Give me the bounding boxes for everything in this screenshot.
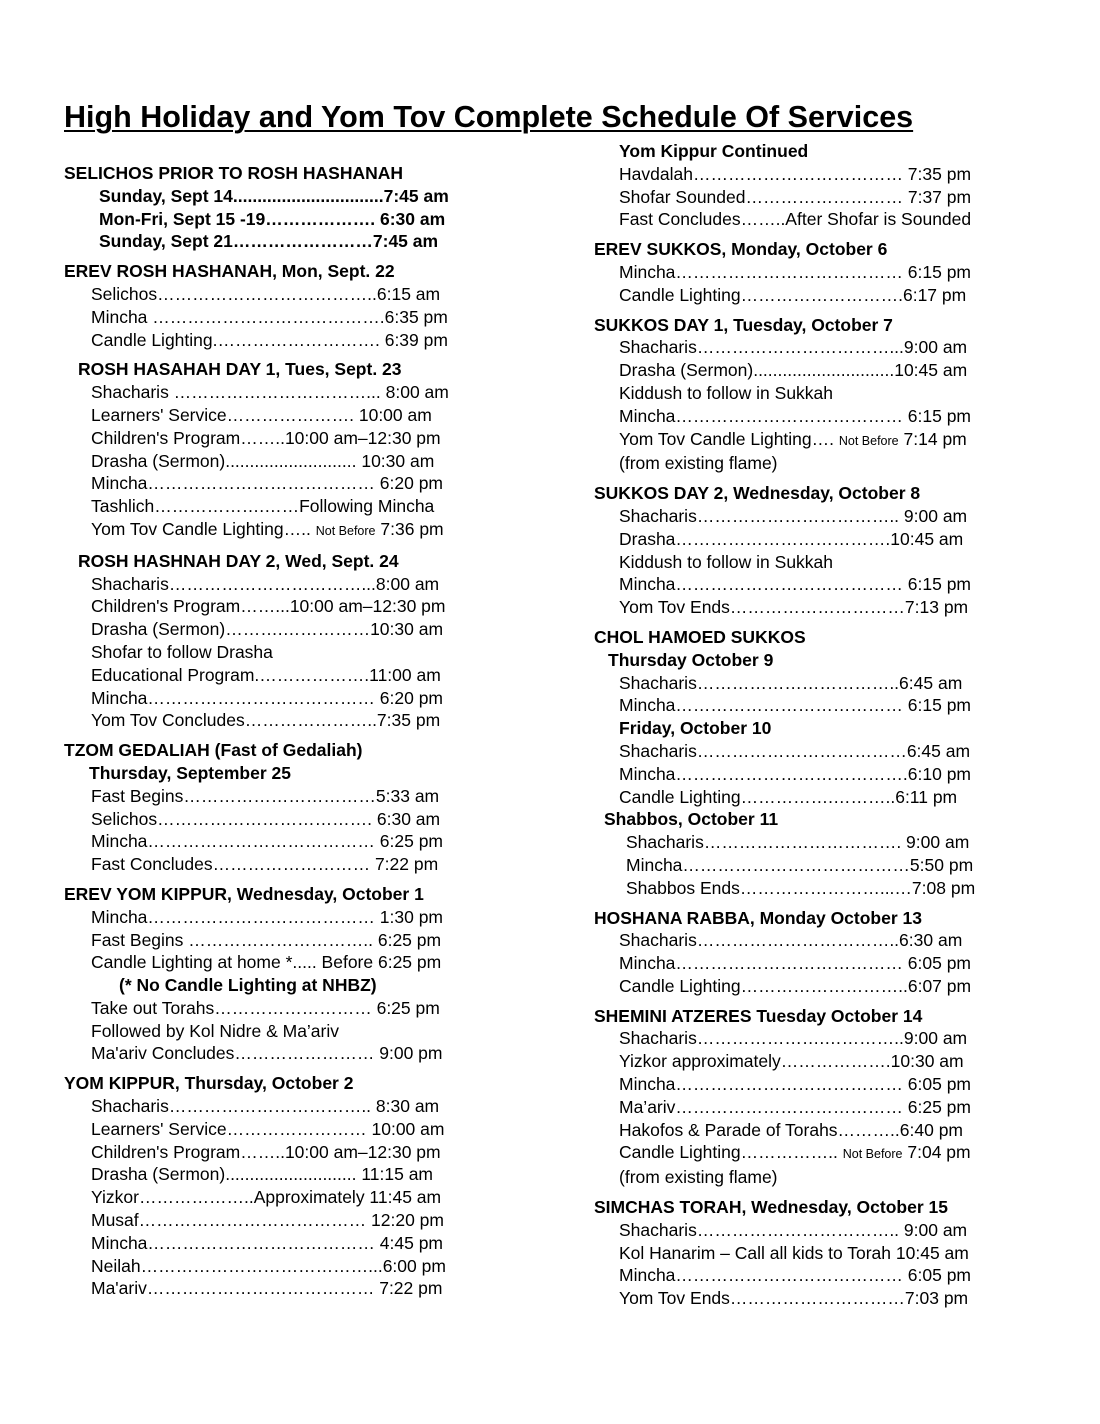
section-heading: ROSH HASHNAH DAY 2, Wed, Sept. 24 bbox=[78, 550, 399, 571]
schedule-section bbox=[594, 1196, 1034, 1310]
section-heading: Yom Kippur Continued bbox=[619, 141, 809, 161]
schedule-text: Mincha ………………………………….6:35 pm bbox=[91, 306, 448, 327]
schedule-line bbox=[64, 1020, 504, 1043]
schedule-line bbox=[64, 1186, 504, 1209]
schedule-text: Mincha………………………………… 6:25 pm bbox=[91, 831, 444, 852]
schedule-line bbox=[64, 1163, 504, 1186]
schedule-text: Mincha………………………………… 6:15 pm bbox=[619, 574, 972, 595]
section-heading: EREV YOM KIPPUR, Wednesday, October 1 bbox=[64, 883, 424, 904]
section-heading: EREV SUKKOS, Monday, October 6 bbox=[594, 239, 888, 260]
schedule-line bbox=[594, 208, 1034, 231]
schedule-text: Fast Begins ………………………….. 6:25 pm bbox=[91, 929, 442, 950]
schedule-text: Followed by Kol Nidre & Ma’ariv bbox=[91, 1020, 340, 1041]
schedule-text: Kol Hanarim – Call all kids to Torah 10:45 am bbox=[619, 1242, 969, 1263]
schedule-text: Children's Program……...10:00 am–12:30 pm bbox=[91, 596, 446, 617]
schedule-text: (* No Candle Lighting at NHBZ) bbox=[119, 975, 377, 996]
schedule-text: Candle Lighting……………………….6:17 pm bbox=[619, 284, 967, 305]
schedule-line bbox=[594, 1050, 1034, 1073]
schedule-line bbox=[594, 573, 1034, 596]
schedule-text: Mincha…………………………………5:50 pm bbox=[626, 854, 974, 875]
schedule-line bbox=[64, 830, 504, 853]
schedule-line bbox=[594, 649, 1034, 672]
schedule-text: Shacharis…………………………….. 8:30 am bbox=[91, 1096, 440, 1117]
schedule-line bbox=[594, 1119, 1034, 1142]
section-heading: HOSHANA RABBA, Monday October 13 bbox=[594, 907, 922, 928]
schedule-section bbox=[64, 162, 504, 253]
schedule-line bbox=[594, 186, 1034, 209]
schedule-line bbox=[594, 1096, 1034, 1119]
schedule-text: Mincha………………………………… 6:05 pm bbox=[619, 1074, 972, 1095]
schedule-text: Selichos………………………………. 6:30 am bbox=[91, 808, 441, 829]
schedule-text: Mincha………………………………… 6:15 pm bbox=[619, 695, 972, 716]
schedule-text: Shacharis ……………………………... 8:00 am bbox=[91, 382, 449, 403]
schedule-line bbox=[594, 336, 1034, 359]
schedule-line bbox=[64, 1118, 504, 1141]
schedule-line bbox=[64, 185, 504, 208]
schedule-line bbox=[64, 664, 504, 687]
schedule-text: Educational Program.……………….11:00 am bbox=[91, 664, 441, 685]
schedule-line bbox=[64, 1042, 504, 1065]
schedule-text: Kiddush to follow in Sukkah bbox=[619, 382, 834, 403]
page-title: High Holiday and Yom Tov Complete Schedule Of Services bbox=[64, 100, 914, 134]
section-heading: YOM KIPPUR, Thursday, October 2 bbox=[64, 1073, 354, 1094]
schedule-line bbox=[64, 404, 504, 427]
schedule-section bbox=[64, 739, 504, 876]
schedule-line bbox=[594, 551, 1034, 574]
schedule-text: Mincha………………………………… 6:20 pm bbox=[91, 473, 444, 494]
schedule-text: Thursday October 9 bbox=[608, 649, 774, 670]
schedule-line bbox=[64, 951, 504, 974]
schedule-text: Tashlich……………….……Following Mincha bbox=[91, 496, 435, 517]
schedule-line bbox=[64, 1141, 504, 1164]
schedule-line bbox=[594, 763, 1034, 786]
schedule-section bbox=[594, 238, 1034, 306]
schedule-text: Shacharis…………………………….. 9:00 am bbox=[619, 1219, 968, 1240]
schedule-line bbox=[594, 359, 1034, 382]
schedule-line bbox=[594, 261, 1034, 284]
schedule-section bbox=[594, 1005, 1034, 1189]
schedule-text: Mincha………………………………… 6:20 pm bbox=[91, 687, 444, 708]
schedule-line bbox=[64, 208, 504, 231]
schedule-line bbox=[594, 596, 1034, 619]
schedule-line bbox=[64, 381, 504, 404]
schedule-text: Drasha (Sermon)........................... 10:30 am bbox=[91, 450, 435, 471]
schedule-text: Candle Lighting………………………..6:07 pm bbox=[619, 975, 972, 996]
schedule-text: Mincha………………………………… 6:05 pm bbox=[619, 953, 972, 974]
schedule-line bbox=[64, 573, 504, 596]
schedule-text: Shacharis…………………………….. 9:00 am bbox=[619, 505, 968, 526]
schedule-line bbox=[64, 853, 504, 876]
schedule-line bbox=[594, 854, 1034, 877]
schedule-line bbox=[64, 1232, 504, 1255]
schedule-line bbox=[594, 952, 1034, 975]
schedule-line bbox=[64, 472, 504, 495]
schedule-text: Shabbos, October 11 bbox=[604, 809, 779, 830]
schedule-line bbox=[594, 382, 1034, 405]
schedule-line bbox=[594, 975, 1034, 998]
schedule-text: Ma'ariv Concludes…………………… 9:00 pm bbox=[91, 1043, 443, 1064]
schedule-line bbox=[594, 1242, 1034, 1265]
schedule-text: Mon-Fri, Sept 15 -19………………. 6:30 am bbox=[99, 208, 446, 229]
schedule-line bbox=[64, 808, 504, 831]
schedule-line bbox=[594, 1141, 1034, 1166]
schedule-line bbox=[64, 450, 504, 473]
schedule-line bbox=[64, 709, 504, 732]
not-before-note: Not Before bbox=[838, 433, 899, 448]
schedule-text: Selichos………………………………..6:15 am bbox=[91, 283, 441, 304]
schedule-line bbox=[594, 1264, 1034, 1287]
schedule-section bbox=[594, 907, 1034, 998]
schedule-text: Shofar Sounded……………………… 7:37 pm bbox=[619, 186, 972, 207]
schedule-line bbox=[64, 1095, 504, 1118]
schedule-line bbox=[594, 452, 1034, 475]
schedule-line bbox=[594, 877, 1034, 900]
schedule-time: 7:14 pm bbox=[903, 428, 967, 449]
schedule-line bbox=[594, 717, 1034, 740]
schedule-text: Candle Lighting at home *..... Before 6:25 pm bbox=[91, 952, 442, 973]
schedule-line bbox=[594, 929, 1034, 952]
schedule-line bbox=[594, 1073, 1034, 1096]
schedule-text: Shacharis……………………………. 9:00 am bbox=[626, 832, 970, 853]
schedule-text: Shacharis……………………………...9:00 am bbox=[619, 337, 968, 358]
schedule-text: Children's Program……..10:00 am–12:30 pm bbox=[91, 1141, 441, 1162]
section-heading: SELICHOS PRIOR TO ROSH HASHANAH bbox=[64, 163, 404, 183]
schedule-line bbox=[594, 1166, 1034, 1189]
schedule-line bbox=[594, 163, 1034, 186]
section-heading: SUKKOS DAY 1, Tuesday, October 7 bbox=[594, 314, 893, 335]
schedule-text: Shacharis………………….…………..9:00 am bbox=[619, 1028, 968, 1049]
schedule-text: Shacharis……………………………...8:00 am bbox=[91, 573, 440, 594]
schedule-text: Learners' Service…………………… 10:00 am bbox=[91, 1118, 445, 1139]
schedule-text: Neilah…………………………………...6:00 pm bbox=[91, 1255, 446, 1276]
schedule-text: Ma'ariv………………………………… 7:22 pm bbox=[91, 1278, 443, 1299]
schedule-text: Learners' Service…………………. 10:00 am bbox=[91, 404, 432, 425]
schedule-section bbox=[64, 550, 504, 732]
schedule-line bbox=[594, 1287, 1034, 1310]
schedule-text: Fast Concludes……..After Shofar is Sounded bbox=[619, 209, 972, 230]
schedule-text: Yom Tov Ends…………………………7:03 pm bbox=[619, 1288, 969, 1309]
schedule-line bbox=[64, 427, 504, 450]
schedule-time: 7:36 pm bbox=[380, 518, 444, 539]
right-column bbox=[594, 140, 1034, 1317]
schedule-text: Take out Torahs……………………… 6:25 pm bbox=[91, 997, 440, 1018]
section-heading: SUKKOS DAY 2, Wednesday, October 8 bbox=[594, 483, 921, 504]
schedule-text: Friday, October 10 bbox=[619, 718, 772, 739]
schedule-text: Shofar to follow Drasha bbox=[91, 641, 273, 662]
schedule-text: Kiddush to follow in Sukkah bbox=[619, 551, 834, 572]
schedule-text: Drasha (Sermon)........................... 11:15 am bbox=[91, 1164, 434, 1185]
schedule-line bbox=[64, 306, 504, 329]
schedule-text: Candle Lighting…………….. bbox=[619, 1142, 838, 1163]
schedule-line bbox=[64, 906, 504, 929]
schedule-text: Drasha (Sermon)……….……………10:30 am bbox=[91, 619, 444, 640]
schedule-line bbox=[64, 641, 504, 664]
schedule-text: Hakofos & Parade of Torahs………..6:40 pm bbox=[619, 1119, 964, 1140]
schedule-text: Yom Tov Concludes…………………..7:35 pm bbox=[91, 710, 441, 731]
not-before-note: Not Before bbox=[842, 1147, 903, 1162]
schedule-line bbox=[64, 1255, 504, 1278]
section-heading: EREV ROSH HASHANAH, Mon, Sept. 22 bbox=[64, 261, 395, 282]
schedule-line bbox=[64, 762, 504, 785]
schedule-line bbox=[594, 694, 1034, 717]
schedule-line bbox=[594, 672, 1034, 695]
schedule-text: Ma’ariv………………………………… 6:25 pm bbox=[619, 1096, 971, 1117]
schedule-text: Candle Lighting…………….………..6:11 pm bbox=[619, 786, 958, 807]
schedule-text: Fast Concludes……………………… 7:22 pm bbox=[91, 854, 439, 875]
schedule-line bbox=[594, 1027, 1034, 1050]
schedule-line bbox=[594, 740, 1034, 763]
schedule-text: (from existing flame) bbox=[619, 453, 778, 474]
schedule-text: Candle Lighting.………………………. 6:39 pm bbox=[91, 329, 448, 350]
schedule-line bbox=[64, 230, 504, 253]
schedule-section bbox=[64, 260, 504, 351]
schedule-text: Shacharis………………………………6:45 am bbox=[619, 740, 971, 761]
schedule-line bbox=[594, 405, 1034, 428]
schedule-line bbox=[64, 283, 504, 306]
schedule-text: Musaf………………………………… 12:20 pm bbox=[91, 1210, 444, 1231]
schedule-text: Yom Tov Ends…………………………7:13 pm bbox=[619, 597, 969, 618]
schedule-section bbox=[594, 314, 1034, 476]
schedule-text: (from existing flame) bbox=[619, 1167, 778, 1188]
schedule-section bbox=[64, 358, 504, 542]
not-before-note: Not Before bbox=[315, 523, 376, 538]
schedule-section bbox=[64, 1072, 504, 1300]
schedule-text: Mincha………………………………….6:10 pm bbox=[619, 763, 972, 784]
schedule-line bbox=[64, 495, 504, 518]
schedule-line bbox=[64, 687, 504, 710]
schedule-line bbox=[594, 428, 1034, 453]
left-column bbox=[64, 162, 504, 1307]
schedule-text: Mincha………………………………… 4:45 pm bbox=[91, 1232, 444, 1253]
schedule-text: Sunday, Sept 21……………………7:45 am bbox=[99, 231, 439, 252]
schedule-section bbox=[594, 626, 1034, 900]
schedule-text: Mincha………………………………… 6:15 pm bbox=[619, 405, 972, 426]
schedule-text: Yom Tov Candle Lighting…. bbox=[619, 428, 834, 449]
schedule-section bbox=[594, 140, 1034, 231]
schedule-text: Yom Tov Candle Lighting….. bbox=[91, 518, 311, 539]
schedule-line bbox=[64, 518, 504, 543]
schedule-section bbox=[64, 883, 504, 1065]
schedule-line bbox=[64, 974, 504, 997]
schedule-line bbox=[64, 997, 504, 1020]
schedule-line bbox=[594, 1219, 1034, 1242]
schedule-line bbox=[64, 785, 504, 808]
schedule-line bbox=[64, 329, 504, 352]
schedule-line bbox=[594, 528, 1034, 551]
schedule-text: Mincha………………………………… 6:15 pm bbox=[619, 261, 972, 282]
schedule-text: Fast Begins……………………………5:33 am bbox=[91, 785, 440, 806]
schedule-text: Children's Program……..10:00 am–12:30 pm bbox=[91, 427, 441, 448]
schedule-line bbox=[64, 618, 504, 641]
section-heading: CHOL HAMOED SUKKOS bbox=[594, 626, 806, 647]
schedule-text: Shacharis……………………………..6:30 am bbox=[619, 930, 963, 951]
schedule-line bbox=[594, 284, 1034, 307]
schedule-line bbox=[64, 595, 504, 618]
section-heading: SIMCHAS TORAH, Wednesday, October 15 bbox=[594, 1197, 948, 1218]
schedule-text: Shabbos Ends……………………...…7:08 pm bbox=[626, 877, 976, 898]
schedule-line bbox=[64, 1209, 504, 1232]
section-heading: SHEMINI ATZERES Tuesday October 14 bbox=[594, 1005, 923, 1026]
schedule-text: Thursday, September 25 bbox=[89, 762, 291, 783]
schedule-text: Sunday, Sept 14...............................7:45 am bbox=[99, 185, 449, 206]
schedule-line bbox=[64, 1277, 504, 1300]
schedule-text: Mincha………………………………… 1:30 pm bbox=[91, 906, 444, 927]
schedule-text: Drasha (Sermon).............................10:45 am bbox=[619, 360, 968, 381]
section-heading: TZOM GEDALIAH (Fast of Gedaliah) bbox=[64, 740, 363, 761]
section-heading: ROSH HASAHAH DAY 1, Tues, Sept. 23 bbox=[78, 359, 402, 380]
schedule-line bbox=[594, 505, 1034, 528]
schedule-text: Yizkor approximately……………….10:30 am bbox=[619, 1051, 964, 1072]
schedule-text: Drasha……………………………….10:45 am bbox=[619, 528, 964, 549]
schedule-text: Yizkor………………..Approximately 11:45 am bbox=[91, 1187, 442, 1208]
schedule-text: Mincha………………………………… 6:05 pm bbox=[619, 1265, 972, 1286]
schedule-text: Havdalah……………………………… 7:35 pm bbox=[619, 163, 972, 184]
schedule-section bbox=[594, 482, 1034, 619]
schedule-line bbox=[594, 808, 1034, 831]
schedule-text: Shacharis……………………………..6:45 am bbox=[619, 672, 963, 693]
schedule-line bbox=[594, 786, 1034, 809]
schedule-line bbox=[64, 929, 504, 952]
schedule-time: 7:04 pm bbox=[907, 1142, 971, 1163]
schedule-line bbox=[594, 831, 1034, 854]
